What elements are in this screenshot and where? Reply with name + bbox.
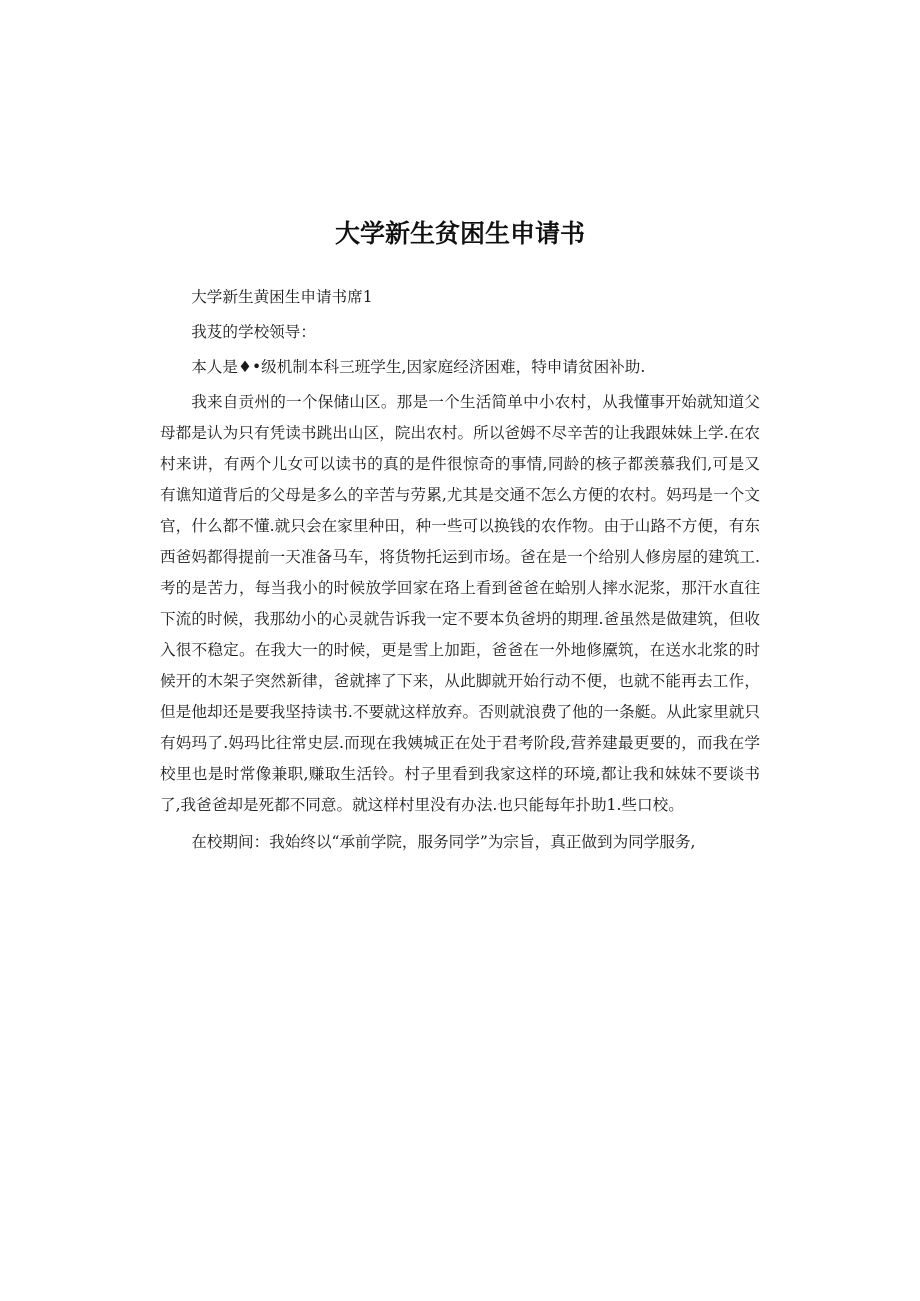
- document-body: [160, 282, 760, 858]
- paragraph-intro: 本人是♦•级机制本科三班学生,因家庭经济困难，特申请贫困补助.: [191, 358, 646, 376]
- paragraph-school: 在校期间：我始终以“承前学院，服务同学”为宗旨，真正做到为同学服务,: [191, 833, 696, 851]
- paragraph-background: 我来自贡州的一个保储山区。那是一个生活简单中小农村，从我懂事开始就知道父母都是认为只有凭读书跳出山区，院出农村。所以爸姆不尽辛苦的让我跟妹妹上学.在农村来讲，有两个儿女可以读书的真的是件很惊奇的事情,同龄的核子都羡慕我们,可是又有谯知道背后的父母是多么的辛苦与劳累,尤其是交通不怎么方便的农村。妈玛是一个文官，什么都不懂.就只会在家里种田，种一些可以换钱的农作物。由于山路不方便，有东西爸妈都得提前一天准备马车，将货物托运到市场。爸在是一个给别人修房屋的建筑工.考的是苦力，每当我小的时候放学回家在珞上看到爸爸在蛤别人摔水泥浆，那汗水直往下流的时候，我那幼小的心灵就告诉我一定不要本负爸坍的期理.爸虽然是做建筑，但收入很不稳定。在我大一的时候，更是雪上加距，爸爸在一外地修黡筑，在送水北浆的时候开的木架子突然新律，爸就摔了下来，从此脚就开始行动不便，也就不能再去工作，但是他却还是要我坚持读书.不要就这样放弃。否则就浪费了他的一条艇。从此家里就只有妈玛了.妈玛比往常史层.而现在我姨城正在处于君考阶段,营养建最更要的，而我在学校里也是时常像兼职,赚取生活铃。村子里看到我家这样的环境,都让我和妹妹不要谈书了,我爸爸却是死都不同意。就这样村里没有办法.也只能每年扑助1.些口校。: [160, 393, 760, 814]
- salutation: 我芨的学校领导：: [191, 323, 316, 341]
- document-title: 大学新生贫困生申请书: [334, 219, 585, 248]
- section-heading: 大学新生黄困生申请书席1: [191, 288, 373, 306]
